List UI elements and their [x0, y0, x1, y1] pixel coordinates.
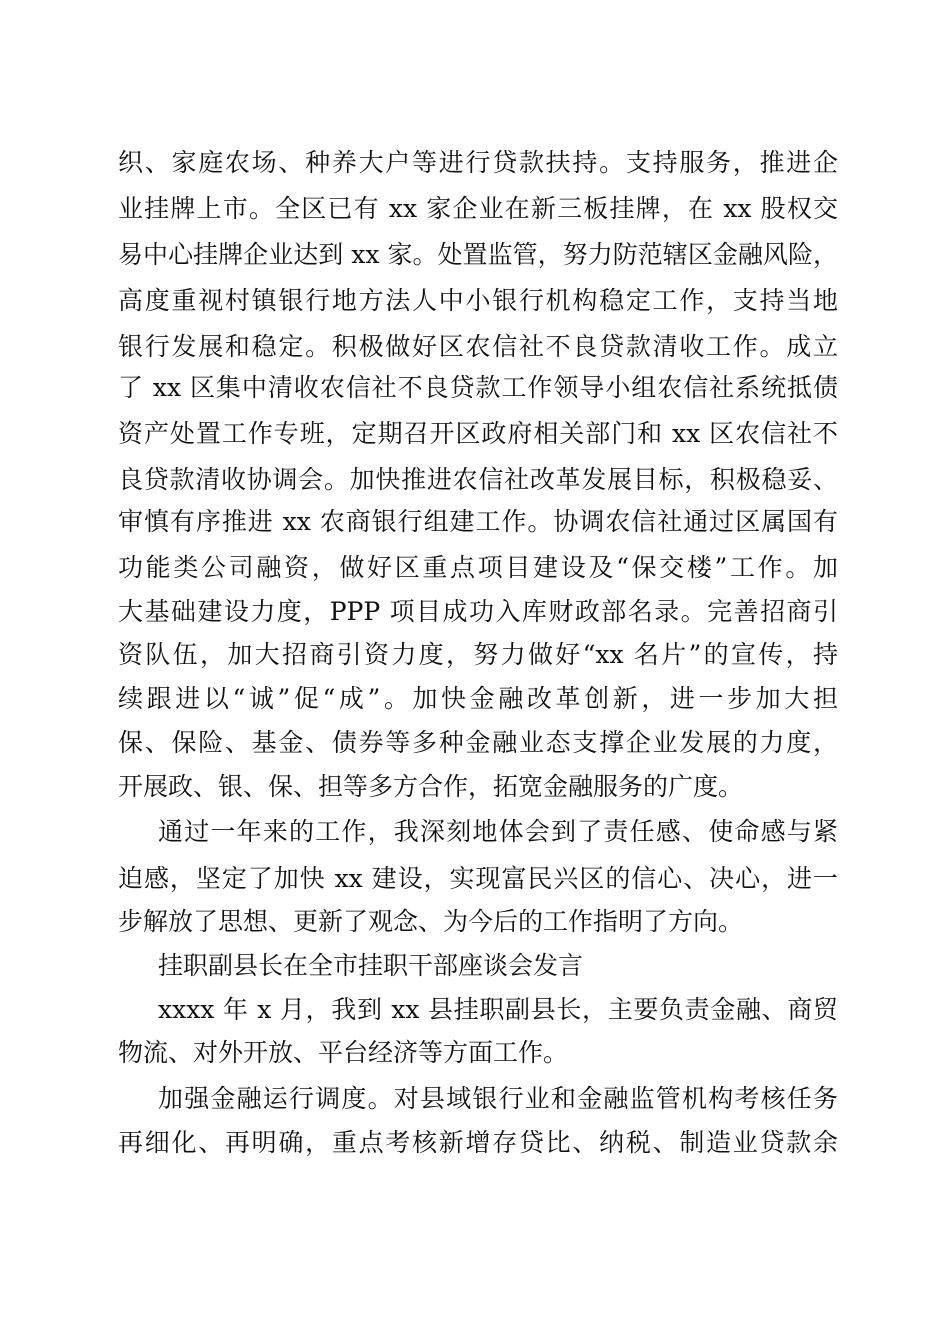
paragraph-2-line-1: 通过一年来的工作，我深刻地体会到了责任感、使命感与紧: [158, 817, 838, 846]
text-line-14: 保、保险、基金、债券等多种金融业态支撑企业发展的力度，: [118, 728, 838, 757]
section-heading: 挂职副县长在全市挂职干部座谈会发言: [158, 951, 584, 980]
paragraph-4-line-1: 加强金融运行调度。对县域银行业和金融监管机构考核任务: [158, 1084, 838, 1113]
text-line-11: 大基础建设力度，PPP 项目成功入库财政部名录。完善招商引: [118, 597, 838, 626]
text-line-10: 功能类公司融资，做好区重点项目建设及“保交楼”工作。加: [118, 553, 838, 582]
text-line-9: 审慎有序推进 xx 农商银行组建工作。协调农信社通过区属国有: [118, 507, 838, 536]
text-line-13: 续跟进以“诚”促“成”。加快金融改革创新，进一步加大担: [118, 684, 838, 713]
text-line-12: 资队伍，加大招商引资力度，努力做好“xx 名片”的宣传，持: [118, 640, 838, 669]
text-line-5: 银行发展和稳定。积极做好区农信社不良贷款清收工作。成立: [118, 332, 838, 361]
text-line-2: 业挂牌上市。全区已有 xx 家企业在新三板挂牌，在 xx 股权交: [118, 194, 838, 223]
text-line-6: 了 xx 区集中清收农信社不良贷款工作领导小组农信社系统抵债: [118, 373, 838, 402]
text-line-3: 易中心挂牌企业达到 xx 家。处置监管，努力防范辖区金融风险，: [118, 240, 838, 269]
paragraph-4-line-2: 再细化、再明确，重点考核新增存贷比、纳税、制造业贷款余: [118, 1128, 838, 1157]
paragraph-2-line-3: 步解放了思想、更新了观念、为今后的工作指明了方向。: [118, 907, 744, 936]
text-line-7: 资产处置工作专班，定期召开区政府相关部门和 xx 区农信社不: [118, 419, 838, 448]
paragraph-3-line-1: xxxx 年 x 月，我到 xx 县挂职副县长，主要负责金融、商贸: [158, 995, 838, 1024]
paragraph-2-line-2: 迫感，坚定了加快 xx 建设，实现富民兴区的信心、决心，进一: [118, 864, 838, 893]
paragraph-3-line-2: 物流、对外开放、平台经济等方面工作。: [118, 1038, 569, 1067]
text-line-4: 高度重视村镇银行地方法人中小银行机构稳定工作，支持当地: [118, 286, 838, 315]
text-line-8: 良贷款清收协调会。加快推进农信社改革发展目标，积极稳妥、: [118, 465, 838, 494]
text-line-1: 织、家庭农场、种养大户等进行贷款扶持。支持服务，推进企: [118, 148, 838, 177]
text-line-15: 开展政、银、保、担等多方合作，拓宽金融服务的广度。: [118, 772, 744, 801]
